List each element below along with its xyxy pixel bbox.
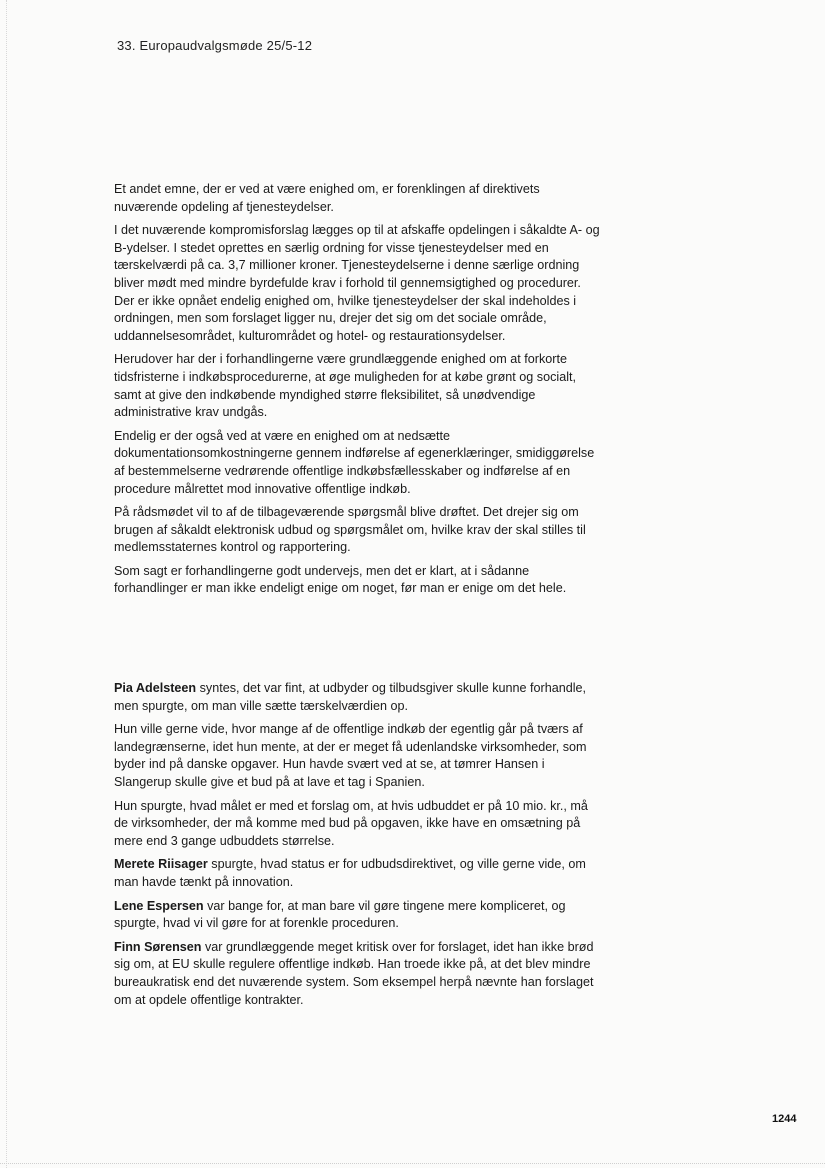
speaker-name: Finn Sørensen: [114, 939, 202, 954]
paragraph: Hun ville gerne vide, hvor mange af de offentlige indkøb der egentlig går på tværs af landegrænserne, idet hun mente, at der er meget få udenlandske virksomheder, som byder ind på danske opgaver. Hun havde svært ved at se, at tømrer Hansen i Slangerup skulle give et bud på at lave et tag i Spanien.: [114, 722, 587, 789]
paragraph: Som sagt er forhandlingerne godt undervejs, men det er klart, at i sådanne forhandlinger er man ikke endeligt enige om noget, før man er enige om det hele.: [114, 563, 567, 596]
speaker-remark: spurgte, hvad status er for udbudsdirektivet, og ville gerne vide, om man havde tænkt på innovation.: [114, 857, 586, 889]
paragraph: I det nuværende kompromisforslag lægges op til at afskaffe opdelingen i såkaldte A- og B-ydelser. I stedet oprettes en særlig ordning for visse tjenesteydelser med en tærskelværdi på ca. 3,7 millioner kroner. Tjenesteydelserne i denne særlige ordning bliver mødt med mindre byrdefulde krav i forhold til gennemsigtighed og procedurer. Der er ikke opnået endelig enighed om, hvilke tjenesteydelser der skal indeholdes i ordningen, men som forslaget ligger nu, drejer det sig om det sociale område, uddannelsesområdet, kulturområdet og hotel- og restaurationsydelser.: [114, 223, 600, 343]
paragraph: Endelig er der også ved at være en enighed om at nedsætte dokumentationsomkostningerne gennem indførelse af egenerklæringer, smidiggørelse af bestemmelserne vedrørende offentlige indkøbsfællesskaber og indførelse af en procedure målrettet mod innovative offentlige indkøb.: [114, 428, 595, 496]
speaker-remark: var bange for, at man bare vil gøre tingene mere kompliceret, og spurgte, hvad vi vil gøre for at forenkle proceduren.: [114, 898, 566, 931]
paragraph-lene-espersen: [114, 898, 600, 933]
paragraph-finn-soerensen: [114, 939, 600, 1009]
scan-edge-left: [6, 0, 7, 1168]
speaker-remark: var grundlæggende meget kritisk over for forslaget, idet han ikke brød sig om, at EU skulle regulere offentlige indkøb. Han troede ikke på, at det blev mindre bureaukratisk end det nuværende system. Som eksempel herpå nævnte han forslaget om at opdele offentlige kontrakter.: [114, 939, 594, 1007]
minister-statement-section: [114, 181, 600, 604]
page-number: 1244: [772, 1113, 797, 1125]
meeting-header: 33. Europaudvalgsmøde 25/5-12: [117, 38, 313, 53]
speaker-name: Lene Espersen: [114, 898, 204, 913]
paragraph-pia-adelsteen: [114, 680, 600, 715]
speaker-remark: syntes, det var fint, at udbyder og tilbudsgiver skulle kunne forhandle, men spurgte, om man ville sætte tærskelværdien op.: [114, 681, 587, 713]
committee-discussion-section: [114, 680, 600, 1015]
paragraph: På rådsmødet vil to af de tilbageværende spørgsmål blive drøftet. Det drejer sig om brugen af såkaldt elektronisk udbud og spørgsmålet om, hvilke krav der skal stilles til medlemsstaternes kontrol og rapportering.: [114, 505, 586, 555]
scan-edge-bottom: [0, 1163, 825, 1164]
speaker-name: Pia Adelsteen: [114, 681, 197, 695]
paragraph: Herudover har der i forhandlingerne være grundlæggende enighed om at forkorte tidsfristerne i indkøbsprocedurerne, at øge muligheden for at købe grønt og socialt, samt at give den indkøbende myndighed større fleksibilitet, så unødvendige administrative krav undgås.: [114, 352, 576, 420]
paragraph-merete-riisager: [114, 856, 600, 891]
speaker-name: Merete Riisager: [114, 857, 208, 872]
paragraph: Et andet emne, der er ved at være enighed om, er forenklingen af direktivets nuværende opdeling af tjenesteydelser.: [114, 182, 540, 214]
paragraph: Hun spurgte, hvad målet er med et forslag om, at hvis udbuddet er på 10 mio. kr., må de virksomheder, der må komme med bud på opgaven, ikke have en omsætning på mere end 3 gange udbuddets størrelse.: [114, 798, 588, 848]
